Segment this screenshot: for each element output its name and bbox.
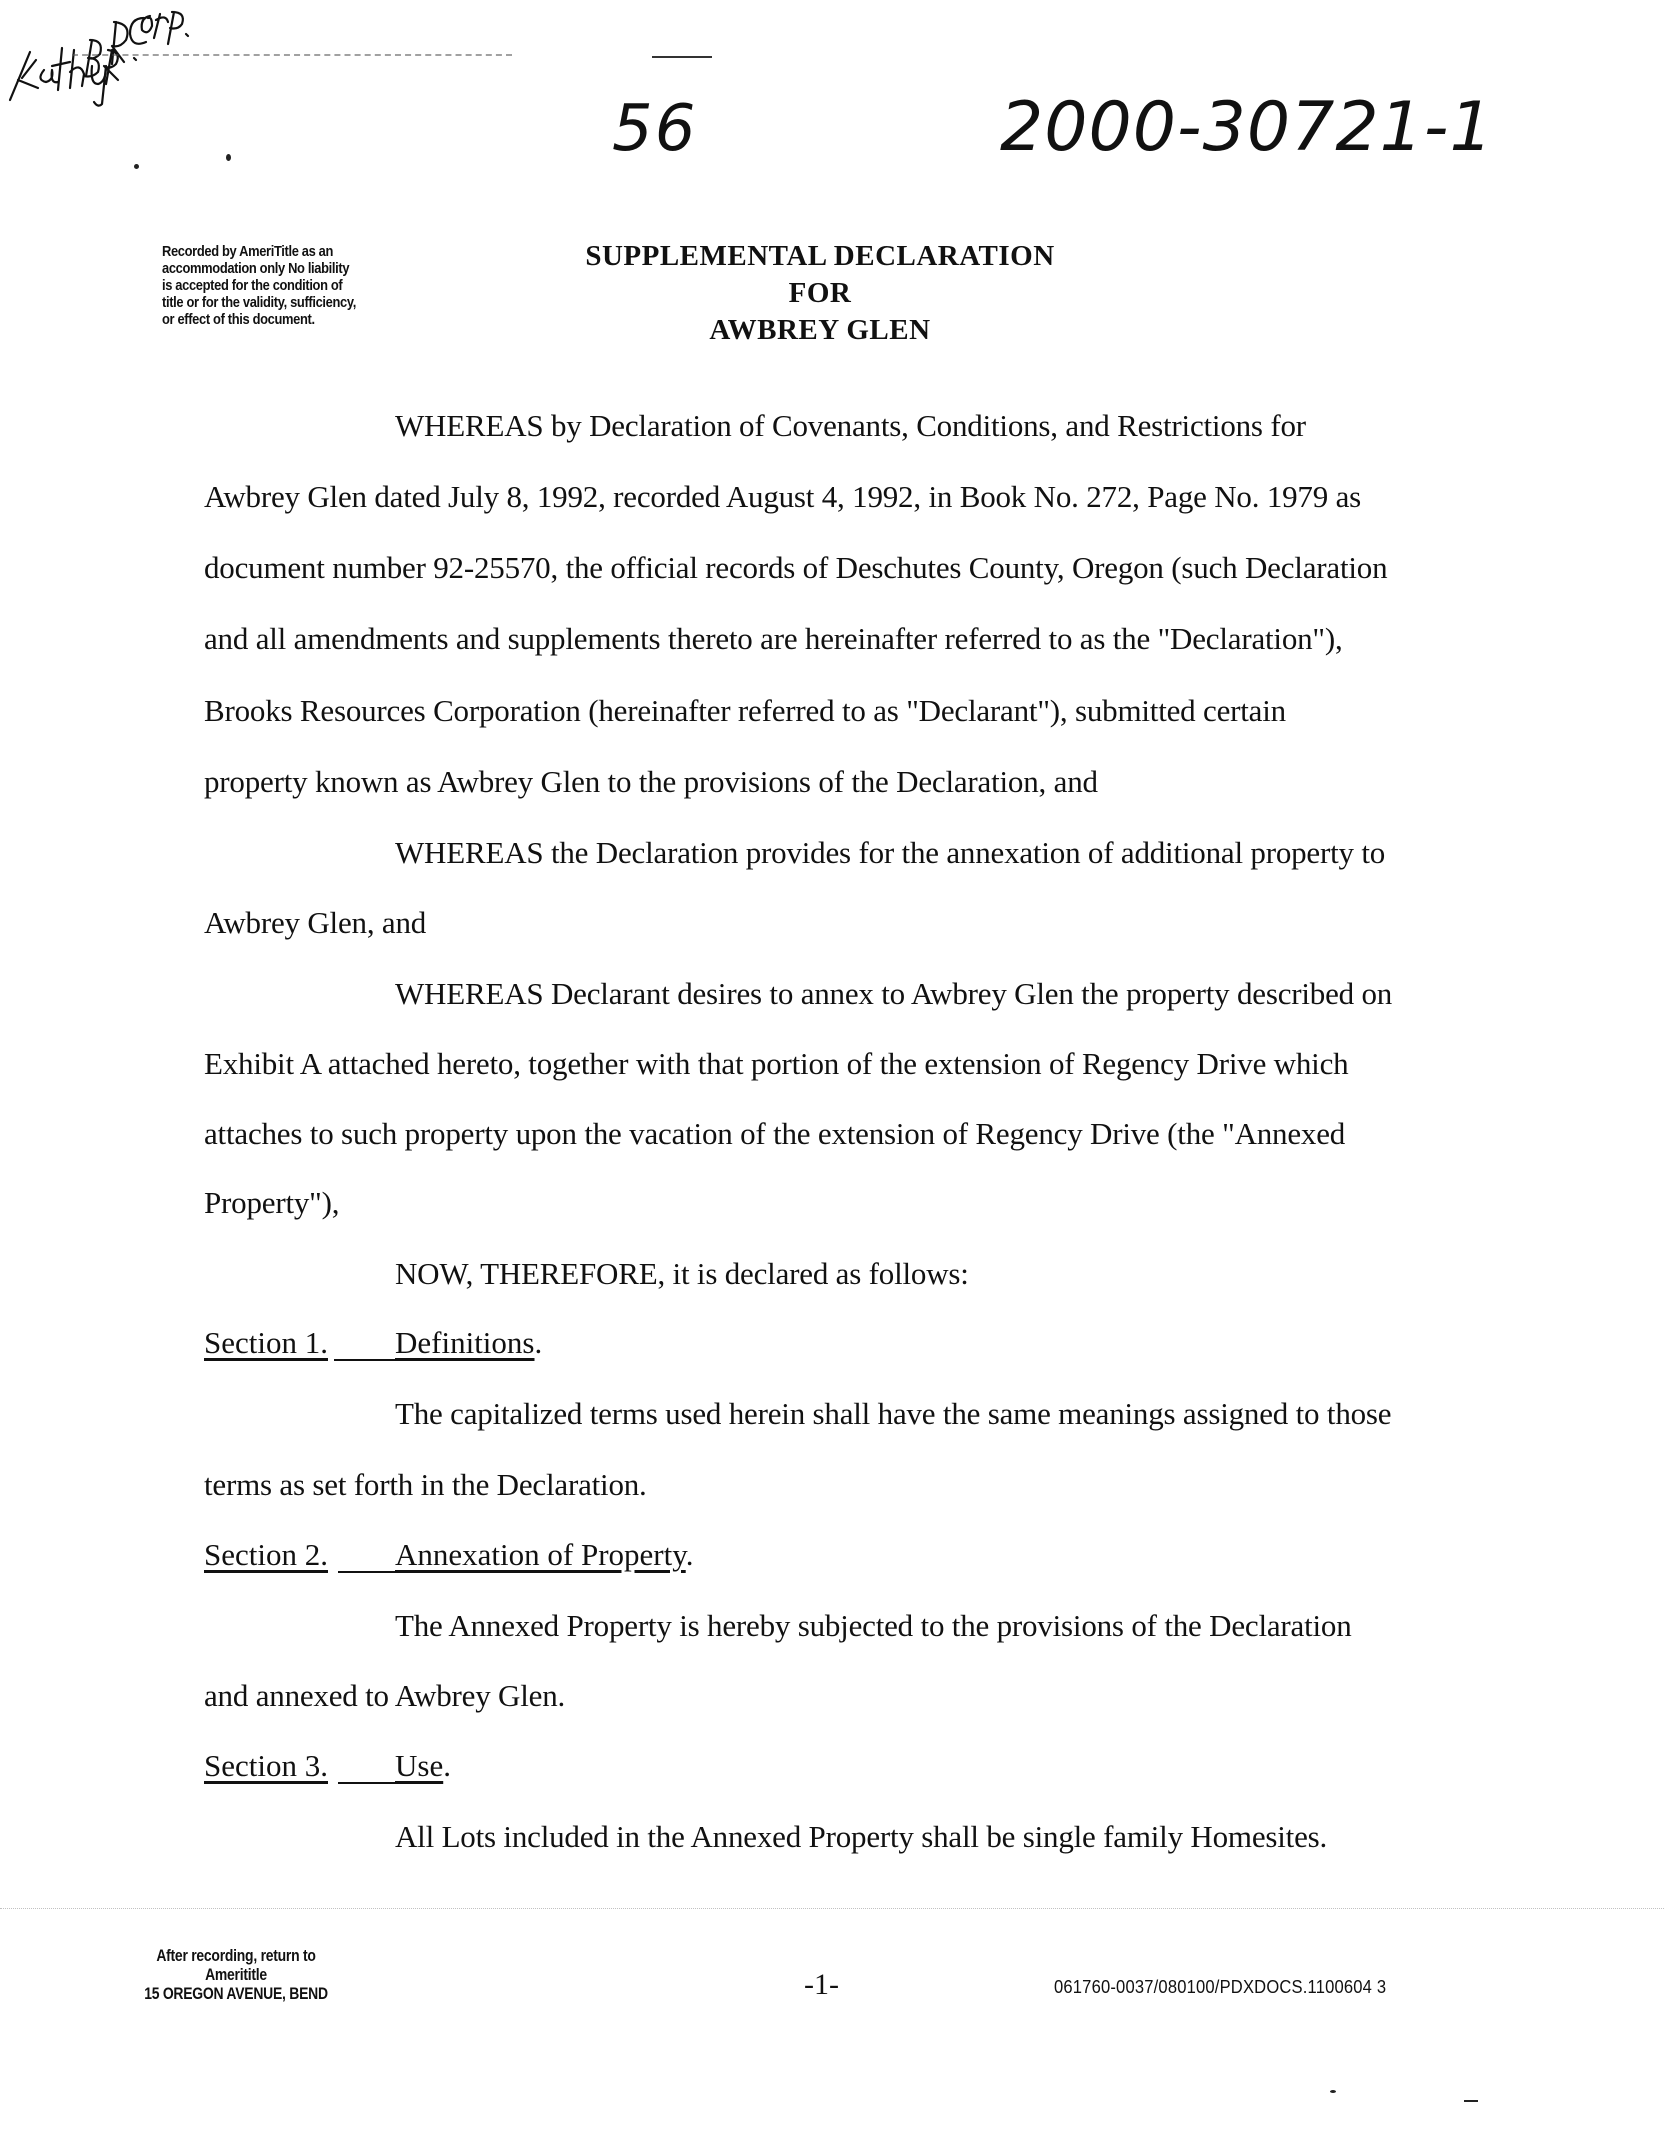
handwritten-recording-number: 2000-30721-1 xyxy=(1000,88,1494,167)
section-3-label: Section 3. xyxy=(204,1748,328,1783)
body-line: and all amendments and supplements thereto are hereinafter referred to as the "Declaration"), xyxy=(204,621,1343,656)
body-line: WHEREAS by Declaration of Covenants, Conditions, and Restrictions for xyxy=(395,408,1306,443)
section-1-underline-gap xyxy=(334,1359,395,1361)
body-line: WHEREAS the Declaration provides for the annexation of additional property to xyxy=(395,835,1386,870)
stamp-line: accommodation only No liability xyxy=(162,260,350,277)
stamp-line: Recorded by AmeriTitle as an xyxy=(162,243,334,260)
section-1-heading-text: Definitions xyxy=(395,1325,535,1360)
body-line: Exhibit A attached hereto, together with that portion of the extension of Regency Drive which xyxy=(204,1046,1349,1081)
body-line: Property"), xyxy=(204,1185,340,1220)
section-1-heading-end: . xyxy=(534,1325,543,1360)
body-line: attaches to such property upon the vacation of the extension of Regency Drive (the "Annexed xyxy=(204,1116,1346,1151)
recording-disclaimer-stamp xyxy=(162,243,386,328)
body-line: document number 92-25570, the official records of Deschutes County, Oregon (such Declaration xyxy=(204,550,1388,585)
stamp-line: title or for the validity, sufficiency, xyxy=(162,294,356,311)
section-2-heading xyxy=(395,1537,693,1573)
section-3-text-line: All Lots included in the Annexed Property shall be single family Homesites. xyxy=(395,1819,1328,1854)
handwritten-page-mark: 56 xyxy=(612,92,698,166)
return-line: Amerititle xyxy=(205,1965,267,1984)
body-line: Awbrey Glen dated July 8, 1992, recorded August 4, 1992, in Book No. 272, Page No. 1979 as xyxy=(204,479,1362,514)
section-2-heading-text: Annexation of Property xyxy=(395,1537,686,1572)
title-line-1: SUPPLEMENTAL DECLARATION xyxy=(585,240,1055,272)
section-2-text-line: and annexed to Awbrey Glen. xyxy=(204,1678,566,1713)
scan-speck xyxy=(134,164,139,169)
section-2-label: Section 2. xyxy=(204,1537,328,1572)
scan-artifact-fold-line xyxy=(0,1908,1664,1909)
body-line: Awbrey Glen, and xyxy=(204,905,427,940)
section-1-text-line: The capitalized terms used herein shall have the same meanings assigned to those xyxy=(395,1396,1392,1431)
scan-artifact-top-left xyxy=(72,54,512,56)
section-3-heading-text: Use xyxy=(395,1748,444,1783)
document-code: 061760-0037/080100/PDXDOCS.1100604 3 xyxy=(1054,1977,1387,1997)
return-address-stamp xyxy=(138,1946,335,2003)
title-line-3: AWBREY GLEN xyxy=(709,314,931,346)
body-line: property known as Awbrey Glen to the provisions of the Declaration, and xyxy=(204,764,1098,799)
title-line-2: FOR xyxy=(788,277,852,309)
page-number: -1- xyxy=(804,1968,839,2001)
scan-speck xyxy=(226,154,231,161)
section-3-heading-end: . xyxy=(443,1748,451,1783)
body-line: WHEREAS Declarant desires to annex to Awbrey Glen the property described on xyxy=(395,976,1393,1011)
section-2-underline-gap xyxy=(338,1571,395,1573)
section-3-heading xyxy=(395,1748,451,1784)
body-line: Brooks Resources Corporation (hereinafter referred to as "Declarant"), submitted certain xyxy=(204,693,1286,728)
section-1-text-line: terms as set forth in the Declaration. xyxy=(204,1467,647,1502)
section-1-label: Section 1. xyxy=(204,1325,328,1360)
return-line: 15 OREGON AVENUE, BEND xyxy=(144,1984,328,2003)
body-line: NOW, THEREFORE, it is declared as follows: xyxy=(395,1256,969,1291)
document-title xyxy=(520,238,1120,349)
section-2-heading-end: . xyxy=(685,1537,694,1572)
stamp-line: is accepted for the condition of xyxy=(162,277,343,294)
section-1-heading xyxy=(395,1325,542,1361)
scan-speck xyxy=(1464,2100,1478,2102)
scan-artifact-top-center xyxy=(652,56,712,58)
scan-speck xyxy=(1330,2090,1336,2093)
stamp-line: or effect of this document. xyxy=(162,311,315,328)
return-line: After recording, return to xyxy=(156,1946,316,1965)
section-2-text-line: The Annexed Property is hereby subjected to the provisions of the Declaration xyxy=(395,1608,1352,1643)
section-3-underline-gap xyxy=(338,1782,395,1784)
